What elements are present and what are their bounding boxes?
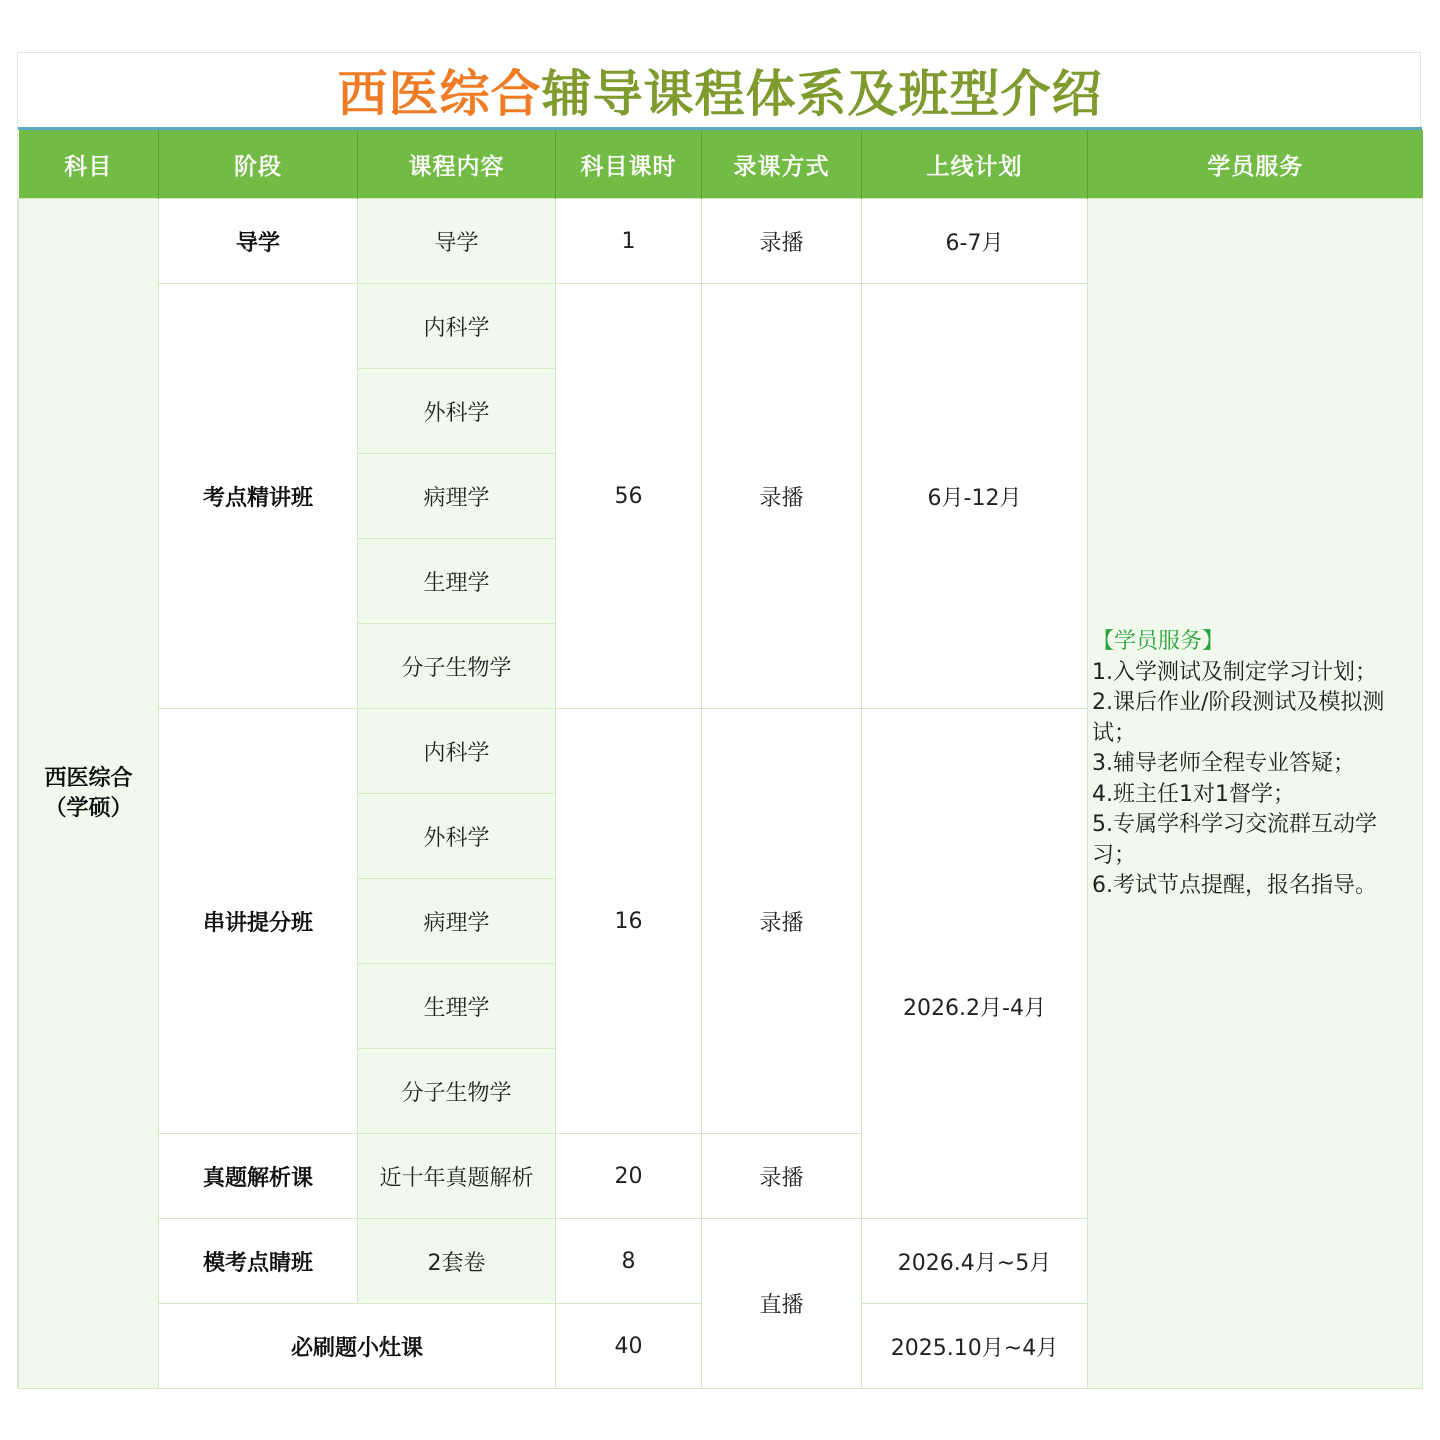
plan-mock: 2026.4月~5月 [862, 1219, 1088, 1304]
subject-degree: （学硕） [44, 795, 133, 821]
method-intro: 录播 [702, 199, 862, 284]
hours-series: 16 [556, 709, 702, 1134]
service-item: 1.入学测试及制定学习计划； [1092, 659, 1377, 685]
content-mock: 2套卷 [358, 1219, 556, 1304]
service-item: 5.专属学科学习交流群互动学习； [1092, 812, 1377, 868]
service-item: 4.班主任1对1督学； [1092, 781, 1295, 807]
content-keypoint-5: 分子生物学 [358, 624, 556, 709]
header-service: 学员服务 [1088, 130, 1423, 199]
service-item: 3.辅导老师全程专业答疑； [1092, 751, 1355, 776]
header-subject: 科目 [19, 130, 159, 199]
header-stage: 阶段 [159, 130, 358, 199]
plan-keypoint: 6月-12月 [862, 284, 1088, 709]
plan-series: 2026.2月-4月 [862, 709, 1088, 1219]
course-table [18, 130, 1423, 1389]
method-keypoint: 录播 [702, 284, 862, 709]
table-row [19, 199, 1423, 284]
course-sheet [17, 52, 1421, 1389]
header-hours: 科目课时 [556, 130, 702, 199]
subject-name: 西医综合 [44, 765, 133, 791]
content-keypoint-3: 病理学 [358, 454, 556, 539]
method-series: 录播 [702, 709, 862, 1134]
stage-mock: 模考点睛班 [159, 1219, 358, 1304]
content-past: 近十年真题解析 [358, 1134, 556, 1219]
title-part-rest: 辅导课程体系及班型介绍 [541, 65, 1103, 123]
content-keypoint-2: 外科学 [358, 369, 556, 454]
content-series-2: 外科学 [358, 794, 556, 879]
content-series-3: 病理学 [358, 879, 556, 964]
header-plan: 上线计划 [862, 130, 1088, 199]
service-item: 2.课后作业/阶段测试及模拟测试； [1092, 690, 1385, 746]
header-method: 录课方式 [702, 130, 862, 199]
content-series-1: 内科学 [358, 709, 556, 794]
stage-drill: 必刷题小灶课 [159, 1304, 556, 1389]
table-header-row [19, 130, 1423, 199]
content-keypoint-1: 内科学 [358, 284, 556, 369]
hours-drill: 40 [556, 1304, 702, 1389]
hours-intro: 1 [556, 199, 702, 284]
content-keypoint-4: 生理学 [358, 539, 556, 624]
method-live: 直播 [702, 1219, 862, 1389]
stage-intro: 导学 [159, 199, 358, 284]
hours-past: 20 [556, 1134, 702, 1219]
service-heading: 【学员服务】 [1092, 629, 1225, 654]
hours-mock: 8 [556, 1219, 702, 1304]
header-content: 课程内容 [358, 130, 556, 199]
content-series-5: 分子生物学 [358, 1049, 556, 1134]
method-past: 录播 [702, 1134, 862, 1219]
plan-intro: 6-7月 [862, 199, 1088, 284]
service-cell [1088, 199, 1423, 1389]
content-intro: 导学 [358, 199, 556, 284]
stage-keypoint: 考点精讲班 [159, 284, 358, 709]
plan-drill: 2025.10月~4月 [862, 1304, 1088, 1389]
subject-cell [19, 199, 159, 1389]
hours-keypoint: 56 [556, 284, 702, 709]
title-part-subject: 西医综合 [337, 65, 542, 123]
stage-past: 真题解析课 [159, 1134, 358, 1219]
service-item: 6.考试节点提醒，报名指导。 [1092, 873, 1377, 898]
page-title [18, 53, 1422, 127]
stage-series: 串讲提分班 [159, 709, 358, 1134]
content-series-4: 生理学 [358, 964, 556, 1049]
